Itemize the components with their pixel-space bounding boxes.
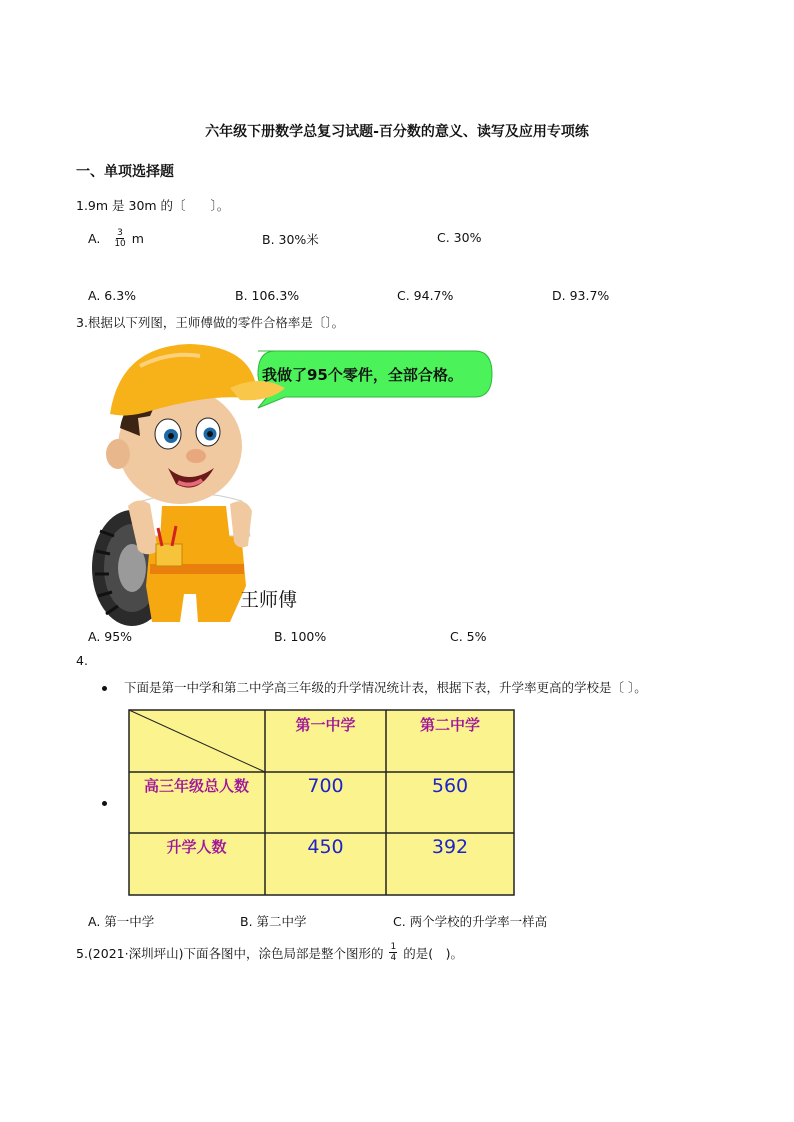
- fraction: [114, 228, 125, 249]
- fraction-numerator: 1: [390, 942, 397, 952]
- section-heading: 一、单项选择题: [76, 164, 174, 180]
- bullet-icon: [102, 686, 107, 691]
- question-5-stem-after: 的是( )。: [403, 945, 463, 961]
- q3-option-b[interactable]: B. 100%: [274, 629, 327, 644]
- speech-bubble-text: 我做了95个零件，全部合格。: [262, 366, 463, 384]
- q2-option-d[interactable]: D. 93.7%: [552, 288, 610, 303]
- table-row-label-total: 高三年级总人数: [143, 777, 249, 795]
- q1-option-a[interactable]: [88, 228, 144, 249]
- fraction-numerator: 3: [117, 228, 123, 238]
- table-col-header-school-2: 第二中学: [419, 716, 480, 734]
- question-1-stem: 1.9m 是 30m 的〔 〕。: [76, 198, 230, 213]
- question-3-stem: 3.根据以下列图，王师傅做的零件合格率是〔〕。: [76, 315, 345, 330]
- option-a-unit: m: [131, 231, 144, 246]
- q2-option-c[interactable]: C. 94.7%: [397, 288, 454, 303]
- q2-option-b[interactable]: B. 106.3%: [235, 288, 300, 303]
- table-cell: 700: [307, 775, 344, 797]
- fraction-denominator: 4: [390, 953, 397, 963]
- q1-option-c[interactable]: C. 30%: [437, 230, 482, 245]
- option-a-prefix: A.: [88, 231, 101, 246]
- q3-option-a[interactable]: A. 95%: [88, 629, 133, 644]
- fraction: [389, 942, 397, 963]
- fraction-denominator: 10: [114, 239, 126, 249]
- q4-option-b[interactable]: B. 第二中学: [240, 914, 307, 929]
- q1-option-b[interactable]: B. 30%米: [262, 232, 319, 247]
- q4-option-c[interactable]: C. 两个学校的升学率一样高: [393, 914, 548, 929]
- table-col-header-school-1: 第一中学: [295, 716, 356, 734]
- table-row-label-admitted: 升学人数: [166, 838, 227, 856]
- question-5-stem-before: 5.(2021·深圳坪山)下面各图中，涂色局部是整个图形的: [76, 945, 384, 961]
- question-4-number: 4.: [76, 653, 88, 668]
- worker-name-label: 王师傅: [240, 589, 298, 611]
- bullet-icon: [102, 801, 107, 806]
- table-cell: 392: [431, 836, 469, 858]
- q2-option-a[interactable]: A. 6.3%: [88, 288, 137, 303]
- table-cell: 560: [431, 775, 469, 797]
- table-cell: 450: [307, 836, 344, 858]
- statistics-table: [128, 709, 516, 897]
- page-title: 六年级下册数学总复习试题-百分数的意义、读写及应用专项练: [205, 124, 589, 140]
- q4-option-a[interactable]: A. 第一中学: [88, 914, 155, 929]
- q3-option-c[interactable]: C. 5%: [450, 629, 487, 644]
- question-5-stem: [76, 942, 463, 963]
- question-4-stem: 下面是第一中学和第二中学高三年级的升学情况统计表，根据下表，升学率更高的学校是〔 〕。: [124, 680, 647, 695]
